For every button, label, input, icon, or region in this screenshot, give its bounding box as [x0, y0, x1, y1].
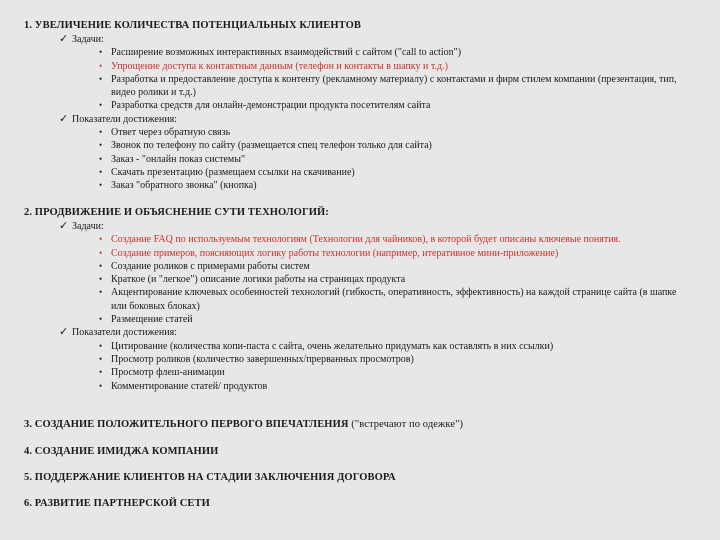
- section-1-indicators-list: [24, 126, 700, 192]
- section-4: [24, 445, 700, 458]
- indicator-text: Комментирование статей/ продуктов: [111, 380, 268, 392]
- indicator-text: Цитирование (количества копи-паста с сайта, очень желательно придумать как оставлять в них ссылки): [111, 340, 554, 352]
- list-item: [24, 99, 700, 112]
- task-text: Упрощение доступа к контактным данным (телефон и контакты в шапку и т.д.): [111, 60, 448, 72]
- section-1-tasks-list: [24, 46, 700, 112]
- section-2-tasks-label-row: [24, 220, 700, 233]
- bullet-icon: •: [99, 340, 103, 351]
- list-item: [24, 286, 700, 313]
- checkmark-icon: ✓: [59, 326, 69, 339]
- task-text: Создание роликов с примерами работы систем: [111, 260, 310, 272]
- bullet-icon: •: [99, 380, 103, 391]
- bullet-icon: •: [99, 153, 103, 164]
- section-2-title: 2. ПРОДВИЖЕНИЕ И ОБЪЯСНЕНИЕ СУТИ ТЕХНОЛОГИЙ:: [24, 207, 329, 218]
- list-item: [24, 366, 700, 379]
- section-1-tasks-label-row: [24, 33, 700, 46]
- list-item: [24, 73, 700, 100]
- checkmark-icon: ✓: [59, 220, 69, 232]
- list-item: [24, 139, 700, 152]
- section-2: [24, 206, 700, 393]
- section-4-title: 4. СОЗДАНИЕ ИМИДЖА КОМПАНИИ: [24, 446, 219, 457]
- indicator-text: Звонок по телефону по сайту (размещается спец телефон только для сайта): [111, 140, 432, 152]
- section-5-title: 5. ПОДДЕРЖАНИЕ КЛИЕНТОВ НА СТАДИИ ЗАКЛЮЧЕНИЯ ДОГОВОРА: [24, 472, 396, 483]
- list-item: [24, 179, 700, 192]
- list-item: [24, 233, 700, 246]
- list-item: [24, 353, 700, 366]
- list-item: [24, 273, 700, 286]
- bullet-icon: •: [99, 100, 103, 111]
- bullet-icon: •: [99, 260, 103, 271]
- bullet-icon: •: [99, 247, 103, 258]
- list-item: [24, 313, 700, 326]
- bullet-icon: •: [99, 180, 103, 191]
- section-1: [24, 19, 700, 193]
- list-item: [24, 166, 700, 179]
- task-text: Расширение возможных интерактивных взаимодействий с сайтом ("call to action"): [111, 47, 462, 59]
- section-2-indicators-list: [24, 340, 700, 393]
- checkmark-icon: ✓: [59, 112, 69, 125]
- section-5: [24, 471, 700, 484]
- bullet-icon: •: [99, 287, 103, 298]
- task-text: Размещение статей: [111, 314, 193, 326]
- indicator-text: Заказ - "онлайн показ системы": [111, 153, 246, 165]
- list-item: [24, 153, 700, 166]
- bullet-icon: •: [99, 234, 103, 245]
- task-text: Краткое (и "легкое") описание логики работы на страницах продукта: [111, 274, 406, 286]
- task-text: Создание примеров, поясняющих логику работы технологии (например, итеративное мини-приложение): [111, 247, 559, 259]
- section-3-title-note: ("встречают по одежке"): [351, 419, 464, 430]
- bullet-icon: •: [99, 353, 103, 364]
- section-2-tasks-list: [24, 233, 700, 326]
- list-item: [24, 46, 700, 59]
- section-1-title: 1. УВЕЛИЧЕНИЕ КОЛИЧЕСТВА ПОТЕНЦИАЛЬНЫХ КЛИЕНТОВ: [24, 20, 361, 31]
- section-6: [24, 497, 700, 510]
- tasks-label: Задачи:: [72, 221, 104, 232]
- section-2-indicators-label-row: [24, 326, 700, 339]
- task-text: Создание FAQ по используемым технологиям (Технологии для чайников), в которой будет описаны ключевые понятия.: [111, 234, 621, 246]
- checkmark-icon: ✓: [59, 33, 69, 45]
- task-text: Акцентирование ключевых особенностей технологий (гибкость, оперативность, эффективность) на каждой странице сайта (в шапке или боковых блоках): [111, 287, 677, 312]
- indicator-text: Скачать презентацию (размещаем ссылки на скачивание): [111, 166, 355, 178]
- task-text: Разработка средств для онлайн-демонстрации продукта посетителям сайта: [111, 100, 431, 112]
- indicator-text: Ответ через обратную связь: [111, 127, 231, 139]
- list-item: [24, 60, 700, 73]
- task-text: Разработка и предоставление доступа к контенту (рекламному материалу) с контактами и фирм стилем компании (презентация, тип, видео ролики и т.д.): [111, 73, 677, 99]
- section-1-indicators-label-row: [24, 113, 700, 126]
- bullet-icon: •: [99, 166, 103, 177]
- bullet-icon: •: [99, 140, 103, 151]
- section-3: [24, 418, 700, 431]
- section-3-title-bold: 3. СОЗДАНИЕ ПОЛОЖИТЕЛЬНОГО ПЕРВОГО ВПЕЧАТЛЕНИЯ: [24, 419, 352, 430]
- indicators-label: Показатели достижения:: [72, 113, 177, 125]
- bullet-icon: •: [99, 274, 103, 285]
- indicator-text: Просмотр роликов (количество завершенных/прерванных просмотров): [111, 353, 414, 365]
- list-item: [24, 340, 700, 353]
- section-3-title: [24, 418, 700, 431]
- list-item: [24, 126, 700, 139]
- bullet-icon: •: [99, 47, 103, 58]
- list-item: [24, 247, 700, 260]
- bullet-icon: •: [99, 314, 103, 325]
- indicator-text: Просмотр флеш-анимации: [111, 367, 225, 379]
- list-item: [24, 260, 700, 273]
- section-6-title: 6. РАЗВИТИЕ ПАРТНЕРСКОЙ СЕТИ: [24, 498, 210, 509]
- list-item: [24, 380, 700, 393]
- indicators-label: Показатели достижения:: [72, 327, 177, 339]
- bullet-icon: •: [99, 73, 103, 84]
- bullet-icon: •: [99, 127, 103, 138]
- indicator-text: Заказ "обратного звонка" (кнопка): [111, 180, 257, 192]
- tasks-label: Задачи:: [72, 34, 104, 45]
- bullet-icon: •: [99, 60, 103, 71]
- bullet-icon: •: [99, 367, 103, 378]
